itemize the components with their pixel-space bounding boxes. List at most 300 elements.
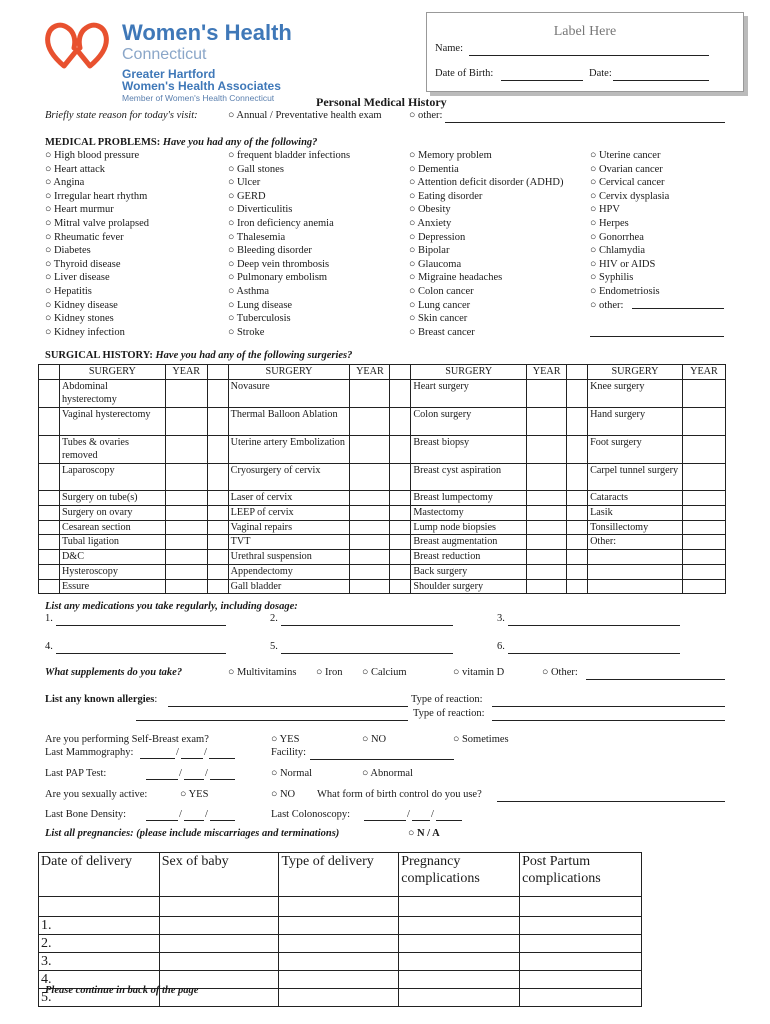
medical-problem-option[interactable]: ○ Thalesemia (228, 231, 286, 243)
surgery-year-cell[interactable] (527, 491, 567, 506)
pregnancy-row (39, 953, 642, 971)
surgery-checkbox-cell[interactable] (567, 491, 588, 506)
surgery-name-cell: Laser of cervix (228, 491, 350, 506)
supplement-other[interactable]: ○ Other: (542, 667, 578, 678)
surgery-year-cell[interactable] (350, 379, 390, 407)
medical-problem-option[interactable]: ○ Gall stones (228, 163, 284, 175)
med-number-3: 3. (497, 613, 505, 624)
pregnancies-header-cell: Date of delivery (39, 853, 160, 897)
medical-problem-option[interactable]: ○ Deep vein thrombosis (228, 258, 330, 270)
dob-field[interactable] (501, 80, 583, 81)
medical-problem-option[interactable]: ○ Memory problem (409, 150, 492, 161)
surgery-checkbox-cell[interactable] (207, 579, 228, 594)
surgery-checkbox-cell[interactable] (39, 535, 60, 550)
surgery-checkbox-cell[interactable] (567, 535, 588, 550)
surgery-name-cell: Essure (59, 579, 165, 594)
logo-subtitle: Connecticut (122, 46, 207, 63)
surgery-name-cell: Uterine artery Embolization (228, 435, 350, 463)
checkbox-cell[interactable] (207, 365, 228, 380)
surgery-header: SURGERY (411, 365, 527, 380)
surgical-row (39, 435, 726, 463)
medical-problem-option[interactable]: ○ Bleeding disorder (228, 245, 312, 257)
surgery-checkbox-cell[interactable] (390, 520, 411, 535)
surgery-year-cell[interactable] (165, 463, 207, 490)
pregnancies-cell[interactable] (159, 953, 279, 971)
medical-problem-option[interactable]: ○ Colon cancer (409, 285, 474, 297)
pregnancy-row (39, 917, 642, 935)
medical-problem-option[interactable]: ○ Uterine cancer (590, 150, 661, 161)
surgery-year-cell[interactable] (682, 564, 725, 579)
surgery-header: SURGERY (228, 365, 350, 380)
surgery-year-cell[interactable] (527, 550, 567, 565)
med-field-3[interactable] (508, 625, 680, 626)
supplements-prompt: What supplements do you take? (45, 667, 183, 678)
surgery-checkbox-cell[interactable] (39, 491, 60, 506)
visit-other-field[interactable] (445, 122, 725, 123)
pap-normal[interactable]: ○ Normal (271, 768, 313, 779)
pregnancies-cell[interactable] (279, 953, 399, 971)
pregnancy-row-number[interactable]: 4. (39, 971, 160, 989)
medical-problem-option[interactable]: ○ Bipolar (409, 245, 450, 257)
surgery-name-cell: Thermal Balloon Ablation (228, 408, 350, 435)
pregnancies-cell[interactable] (520, 971, 642, 989)
visit-annual-option[interactable]: ○ Annual / Preventative health exam (228, 110, 382, 121)
surgery-checkbox-cell[interactable] (207, 408, 228, 435)
surgery-name-cell: Lump node biopsies (411, 520, 527, 535)
self-breast-no[interactable]: ○ NO (362, 734, 387, 745)
surgery-year-cell[interactable] (350, 550, 390, 565)
checkbox-cell[interactable] (39, 365, 60, 380)
medical-problem-option[interactable]: ○ Asthma (228, 285, 270, 297)
surgery-year-cell[interactable] (165, 408, 207, 435)
surgery-checkbox-cell[interactable] (207, 550, 228, 565)
allergies-field-2[interactable] (136, 720, 408, 721)
surgery-checkbox-cell[interactable] (390, 579, 411, 594)
med-field-2[interactable] (281, 625, 453, 626)
year-header: YEAR (527, 365, 567, 380)
surgery-checkbox-cell[interactable] (207, 491, 228, 506)
surgery-year-cell[interactable] (527, 535, 567, 550)
medical-problem-option[interactable]: ○ Liver disease (45, 272, 110, 284)
surgery-name-cell: Heart surgery (411, 379, 527, 407)
surgery-checkbox-cell[interactable] (567, 379, 588, 407)
surgery-name-cell: Abdominal hysterectomy (59, 379, 165, 407)
surgery-year-cell[interactable] (527, 520, 567, 535)
pregnancy-row-number[interactable]: 5. (39, 989, 160, 1007)
surgery-year-cell[interactable] (527, 579, 567, 594)
surgery-year-cell[interactable] (527, 506, 567, 521)
surgery-year-cell[interactable] (527, 564, 567, 579)
surgery-name-cell: Other: (588, 535, 683, 550)
medical-problem-option[interactable]: ○ Obesity (409, 204, 451, 216)
name-label: Name: (435, 43, 463, 54)
surgery-year-cell[interactable] (682, 550, 725, 565)
medical-heading (45, 137, 317, 148)
medical-problem-option[interactable]: ○ HPV (590, 204, 620, 216)
surgical-question: Have you had any of the following surgeries? (155, 350, 353, 361)
surgery-year-cell[interactable] (350, 463, 390, 490)
reaction-field-1[interactable] (492, 706, 725, 707)
surgery-year-cell[interactable] (165, 506, 207, 521)
surgery-year-cell[interactable] (527, 463, 567, 490)
bone-density-label: Last Bone Density: (45, 809, 127, 820)
pregnancy-row-number[interactable]: 2. (39, 935, 160, 953)
medical-problem-option[interactable]: ○ GERD (228, 190, 266, 202)
date-label: Date: (589, 68, 612, 79)
name-field[interactable] (469, 55, 709, 56)
pregnancies-cell[interactable] (520, 935, 642, 953)
medical-problem-option[interactable]: ○ Heart attack (45, 163, 105, 175)
bone-density-date[interactable]: / / (146, 809, 235, 821)
surgery-year-cell[interactable] (165, 435, 207, 463)
surgery-year-cell[interactable] (682, 463, 725, 490)
medical-problem-option[interactable]: ○ Chlamydia (590, 245, 646, 257)
allergies-field-1[interactable] (168, 706, 408, 707)
med-field-4[interactable] (56, 653, 226, 654)
medical-problem-option[interactable]: ○ High blood pressure (45, 150, 140, 161)
supplement-calcium[interactable]: ○ Calcium (362, 667, 407, 678)
surgery-name-cell: Breast biopsy (411, 435, 527, 463)
pregnancies-header-cell: Pregnancy complications (399, 853, 520, 897)
surgery-year-cell[interactable] (165, 520, 207, 535)
pregnancies-cell[interactable] (520, 953, 642, 971)
surgery-year-cell[interactable] (350, 506, 390, 521)
surgery-name-cell: Laparoscopy (59, 463, 165, 490)
birth-control-label: What form of birth control do you use? (317, 789, 482, 800)
medical-problem-option[interactable]: ○ Kidney infection (45, 326, 125, 338)
form-title: Personal Medical History (316, 95, 447, 109)
medical-problem-option[interactable]: ○ Stroke (228, 326, 265, 338)
sexually-active-no[interactable]: ○ NO (271, 789, 296, 800)
surgery-name-cell: Breast augmentation (411, 535, 527, 550)
surgical-heading (45, 350, 352, 361)
pregnancies-cell[interactable] (399, 953, 520, 971)
colonoscopy-label: Last Colonoscopy: (271, 809, 351, 820)
medical-problem-option[interactable]: ○ Cervical cancer (590, 177, 665, 189)
medical-problem-option[interactable]: ○ Syphilis (590, 272, 634, 284)
surgery-checkbox-cell[interactable] (390, 564, 411, 579)
surgical-row (39, 408, 726, 435)
medical-other-field[interactable] (632, 308, 724, 309)
medical-problem-option[interactable]: ○ Attention deficit disorder (ADHD) (409, 177, 564, 189)
pregnancies-na-option[interactable]: ○ N / A (408, 828, 440, 839)
surgery-checkbox-cell[interactable] (39, 463, 60, 490)
surgery-year-cell[interactable] (165, 491, 207, 506)
medical-col3 (409, 149, 563, 339)
medical-question: Have you had any of the following? (162, 137, 318, 148)
surgery-name-cell: Surgery on ovary (59, 506, 165, 521)
medical-problem-option[interactable]: ○ Eating disorder (409, 190, 483, 202)
medical-heading-label: MEDICAL PROBLEMS: (45, 137, 161, 148)
surgery-checkbox-cell[interactable] (390, 435, 411, 463)
surgery-checkbox-cell[interactable] (39, 379, 60, 407)
surgery-year-cell[interactable] (350, 408, 390, 435)
surgery-checkbox-cell[interactable] (207, 435, 228, 463)
surgery-name-cell: Lasik (588, 506, 683, 521)
surgery-year-cell[interactable] (350, 491, 390, 506)
surgical-row (39, 506, 726, 521)
surgery-checkbox-cell[interactable] (567, 506, 588, 521)
surgery-year-cell[interactable] (682, 520, 725, 535)
pregnancies-prompt: List all pregnancies: (please include miscarriages and terminations) (45, 828, 340, 839)
medical-problem-option[interactable]: ○ Kidney disease (45, 299, 118, 311)
pap-date[interactable]: / / (146, 768, 235, 780)
surgery-checkbox-cell[interactable] (39, 579, 60, 594)
checkbox-cell[interactable] (567, 365, 588, 380)
reaction-label-2: Type of reaction: (413, 708, 485, 719)
supplement-other-field[interactable] (586, 679, 725, 680)
pregnancies-cell[interactable] (279, 917, 399, 935)
med-number-1: 1. (45, 613, 53, 624)
medical-problem-option[interactable]: ○ Pulmonary embolism (228, 272, 328, 284)
medical-problem-option[interactable]: ○ other: (590, 299, 624, 311)
surgery-name-cell (588, 564, 683, 579)
pap-abnormal[interactable]: ○ Abnormal (362, 768, 413, 779)
pregnancies-cell[interactable] (159, 897, 279, 917)
surgery-checkbox-cell[interactable] (39, 550, 60, 565)
surgery-checkbox-cell[interactable] (567, 520, 588, 535)
pregnancies-cell[interactable] (520, 897, 642, 917)
surgical-heading-label: SURGICAL HISTORY: (45, 350, 153, 361)
surgery-year-cell[interactable] (682, 491, 725, 506)
surgery-name-cell: Cryosurgery of cervix (228, 463, 350, 490)
visit-other-option[interactable]: ○ other: (409, 110, 443, 121)
surgery-name-cell: Surgery on tube(s) (59, 491, 165, 506)
surgery-checkbox-cell[interactable] (39, 520, 60, 535)
surgery-header: SURGERY (588, 365, 683, 380)
surgery-name-cell: Hand surgery (588, 408, 683, 435)
pregnancies-cell[interactable] (279, 989, 399, 1007)
surgery-checkbox-cell[interactable] (390, 463, 411, 490)
pregnancies-cell[interactable] (279, 935, 399, 953)
medical-problem-option[interactable]: ○ Herpes (590, 217, 629, 229)
med-number-2: 2. (270, 613, 278, 624)
colonoscopy-date[interactable]: / / (364, 809, 462, 821)
surgical-row (39, 564, 726, 579)
supplement-multivitamins[interactable]: ○ Multivitamins (228, 667, 297, 678)
supplement-vitamin-d[interactable]: ○ vitamin D (453, 667, 505, 678)
surgery-name-cell: Carpel tunnel surgery (588, 463, 683, 490)
pregnancies-spacer-row (39, 897, 642, 917)
pregnancies-cell[interactable] (399, 897, 520, 917)
surgery-checkbox-cell[interactable] (390, 408, 411, 435)
medical-problem-option[interactable]: ○ Irregular heart rhythm (45, 190, 148, 202)
medical-problem-option[interactable]: ○ Hepatitis (45, 285, 92, 297)
med-field-6[interactable] (508, 653, 680, 654)
medical-problem-option[interactable]: ○ Kidney stones (45, 313, 114, 325)
surgery-name-cell: Breast cyst aspiration (411, 463, 527, 490)
surgery-year-cell[interactable] (350, 564, 390, 579)
medical-problem-option[interactable]: ○ Ovarian cancer (590, 163, 663, 175)
surgery-checkbox-cell[interactable] (39, 408, 60, 435)
surgery-name-cell: Vaginal repairs (228, 520, 350, 535)
surgery-name-cell: Mastectomy (411, 506, 527, 521)
pregnancies-cell[interactable] (279, 971, 399, 989)
surgery-checkbox-cell[interactable] (390, 506, 411, 521)
surgery-checkbox-cell[interactable] (39, 506, 60, 521)
visit-prompt: Briefly state reason for today's visit: (45, 110, 198, 121)
medical-problem-option[interactable]: ○ Ulcer (228, 177, 261, 189)
pregnancies-cell[interactable] (399, 917, 520, 935)
surgery-checkbox-cell[interactable] (207, 520, 228, 535)
medical-problem-option[interactable]: ○ Thyroid disease (45, 258, 121, 270)
medical-problem-option[interactable]: ○ Skin cancer (409, 313, 468, 325)
surgery-name-cell: D&C (59, 550, 165, 565)
med-number-4: 4. (45, 641, 53, 652)
surgery-checkbox-cell[interactable] (567, 408, 588, 435)
medical-problem-option[interactable]: ○ Iron deficiency anemia (228, 217, 334, 229)
surgery-year-cell[interactable] (350, 579, 390, 594)
medical-problem-option[interactable]: ○ Gonorrhea (590, 231, 644, 243)
medical-col4 (590, 149, 669, 312)
pregnancy-row-number[interactable]: 3. (39, 953, 160, 971)
surgery-checkbox-cell[interactable] (207, 379, 228, 407)
medical-problem-option[interactable]: ○ Angina (45, 177, 85, 189)
surgical-row (39, 520, 726, 535)
logo-line2: Women's Health Associates (122, 79, 281, 93)
pregnancies-header-row (39, 853, 642, 897)
med-field-1[interactable] (56, 625, 226, 626)
year-header: YEAR (165, 365, 207, 380)
birth-control-field[interactable] (497, 801, 725, 802)
pregnancies-cell[interactable] (159, 917, 279, 935)
checkbox-cell[interactable] (390, 365, 411, 380)
surgery-checkbox-cell[interactable] (207, 506, 228, 521)
surgery-name-cell: Breast reduction (411, 550, 527, 565)
surgery-year-cell[interactable] (350, 520, 390, 535)
medical-problem-option[interactable]: ○ Endometriosis (590, 285, 660, 297)
pregnancies-cell[interactable] (399, 971, 520, 989)
medical-problem-option[interactable]: ○ Tuberculosis (228, 313, 291, 325)
surgery-name-cell: Hysteroscopy (59, 564, 165, 579)
surgery-checkbox-cell[interactable] (390, 379, 411, 407)
allergies-colon: : (154, 694, 158, 705)
surgery-year-cell[interactable] (350, 435, 390, 463)
medical-problem-option[interactable]: ○ Lung disease (228, 299, 293, 311)
heart-logo-icon (44, 20, 110, 70)
surgery-checkbox-cell[interactable] (207, 535, 228, 550)
surgery-year-cell[interactable] (165, 535, 207, 550)
pregnancies-cell[interactable] (520, 989, 642, 1007)
pregnancies-cell[interactable] (279, 897, 399, 917)
medical-problem-option[interactable]: ○ Rheumatic fever (45, 231, 124, 243)
medical-problem-option[interactable]: ○ Diverticulitis (228, 204, 293, 216)
medical-problem-option[interactable]: ○ Migraine headaches (409, 272, 503, 284)
facility-field[interactable] (310, 759, 454, 760)
pap-label: Last PAP Test: (45, 768, 107, 779)
logo (44, 18, 294, 108)
surgery-year-cell[interactable] (682, 379, 725, 407)
surgery-year-cell[interactable] (527, 379, 567, 407)
self-breast-label: Are you performing Self-Breast exam? (45, 734, 209, 745)
surgery-checkbox-cell[interactable] (567, 435, 588, 463)
medical-problem-option[interactable]: ○ Dementia (409, 163, 459, 175)
surgery-name-cell (588, 579, 683, 594)
medical-problem-option[interactable]: ○ HIV or AIDS (590, 258, 656, 270)
surgery-year-cell[interactable] (682, 506, 725, 521)
surgery-checkbox-cell[interactable] (390, 535, 411, 550)
surgical-row (39, 579, 726, 594)
med-number-6: 6. (497, 641, 505, 652)
surgery-checkbox-cell[interactable] (567, 463, 588, 490)
supplement-iron[interactable]: ○ Iron (316, 667, 343, 678)
pregnancies-cell[interactable] (399, 989, 520, 1007)
surgery-year-cell[interactable] (527, 435, 567, 463)
medical-problem-option[interactable]: ○ Heart murmur (45, 204, 114, 216)
surgery-year-cell[interactable] (682, 535, 725, 550)
surgical-row (39, 379, 726, 407)
pregnancies-cell[interactable] (39, 897, 160, 917)
medical-problem-option[interactable]: ○ Anxiety (409, 217, 452, 229)
logo-title: Women's Health (122, 20, 292, 45)
surgery-checkbox-cell[interactable] (390, 491, 411, 506)
medical-problem-option[interactable]: ○ Glaucoma (409, 258, 462, 270)
med-number-5: 5. (270, 641, 278, 652)
medical-extra-field[interactable] (590, 336, 724, 337)
dob-label: Date of Birth: (435, 68, 494, 79)
self-breast-yes[interactable]: ○ YES (271, 734, 300, 745)
surgery-name-cell: Colon surgery (411, 408, 527, 435)
logo-line1: Greater Hartford (122, 67, 216, 81)
med-field-5[interactable] (281, 653, 453, 654)
year-header: YEAR (350, 365, 390, 380)
medical-problem-option[interactable]: ○ Cervix dysplasia (590, 190, 670, 202)
medical-problem-option[interactable]: ○ Breast cancer (409, 326, 475, 338)
surgery-checkbox-cell[interactable] (567, 550, 588, 565)
surgery-year-cell[interactable] (165, 379, 207, 407)
pregnancy-row-number[interactable]: 1. (39, 917, 160, 935)
surgery-year-cell[interactable] (165, 564, 207, 579)
surgery-checkbox-cell[interactable] (567, 579, 588, 594)
surgery-year-cell[interactable] (527, 408, 567, 435)
reaction-field-2[interactable] (492, 720, 725, 721)
surgery-name-cell: Tubal ligation (59, 535, 165, 550)
pregnancies-cell[interactable] (159, 935, 279, 953)
medical-problem-option[interactable]: ○ frequent bladder infections (228, 150, 351, 161)
surgery-checkbox-cell[interactable] (207, 564, 228, 579)
surgery-checkbox-cell[interactable] (207, 463, 228, 490)
surgery-year-cell[interactable] (165, 550, 207, 565)
surgery-checkbox-cell[interactable] (567, 564, 588, 579)
surgery-checkbox-cell[interactable] (39, 435, 60, 463)
surgery-name-cell: Urethral suspension (228, 550, 350, 565)
pregnancies-cell[interactable] (399, 935, 520, 953)
self-breast-sometimes[interactable]: ○ Sometimes (453, 734, 509, 745)
surgery-name-cell: Novasure (228, 379, 350, 407)
surgery-checkbox-cell[interactable] (39, 564, 60, 579)
medical-problem-option[interactable]: ○ Diabetes (45, 245, 91, 257)
sexually-active-yes[interactable]: ○ YES (180, 789, 209, 800)
surgery-year-cell[interactable] (165, 579, 207, 594)
surgery-year-cell[interactable] (682, 579, 725, 594)
surgical-row (39, 550, 726, 565)
surgery-checkbox-cell[interactable] (390, 550, 411, 565)
surgery-name-cell: LEEP of cervix (228, 506, 350, 521)
surgery-year-cell[interactable] (682, 408, 725, 435)
surgery-year-cell[interactable] (682, 435, 725, 463)
date-field[interactable] (613, 80, 709, 81)
mammography-date[interactable]: / / (140, 747, 235, 759)
medications-prompt: List any medications you take regularly, including dosage: (45, 601, 298, 612)
pregnancies-cell[interactable] (520, 917, 642, 935)
medical-problem-option[interactable]: ○ Depression (409, 231, 466, 243)
surgical-table (38, 364, 726, 594)
medical-problem-option[interactable]: ○ Lung cancer (409, 299, 471, 311)
footer-note: Please continue in back of the page (45, 985, 199, 996)
pregnancies-header-cell: Type of delivery (279, 853, 399, 897)
surgery-year-cell[interactable] (350, 535, 390, 550)
medical-problem-option[interactable]: ○ Mitral valve prolapsed (45, 217, 150, 229)
